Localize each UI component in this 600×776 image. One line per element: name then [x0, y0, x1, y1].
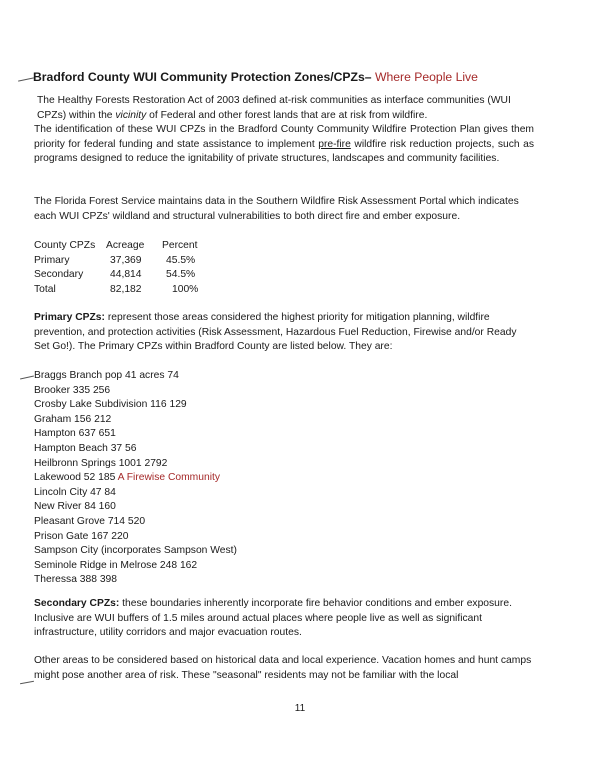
intro-paragraph-1	[34, 94, 534, 123]
primary-label: Primary CPZs:	[34, 312, 105, 323]
margin-mark	[20, 681, 34, 684]
secondary-text: these boundaries inherently incorporate fire behavior conditions and ember exposure. Inclusive are WUI buffers of 1.5 miles around actual places where people live as well as significant infrastructure, utility corridors and major evacuation routes.	[34, 598, 512, 638]
table-cell: 54.5%	[166, 269, 196, 280]
list-item: Brooker 335 256	[34, 384, 111, 396]
list-item: Hampton 637 651	[34, 428, 116, 440]
list-item: Sampson City (incorporates Sampson West)	[34, 545, 237, 557]
list-item: Heilbronn Springs 1001 2792	[34, 457, 168, 469]
other-areas-text: Other areas to be considered based on historical data and local experience. Vacation homes and hunt camps might pose another area of risk. These "seasonal" residents may not be familiar with the local	[34, 655, 532, 681]
portal-paragraph-text: The Florida Forest Service maintains data in the Southern Wildfire Risk Assessment Portal which indicates each WUI CPZs' wildland and structural vulnerabilities to both direct fire and ember exposure.	[34, 196, 519, 222]
title-main: Bradford County WUI Community Protection Zones/CPZs	[33, 70, 365, 84]
secondary-cpz-paragraph	[34, 597, 534, 641]
list-item: New River 84 160	[34, 501, 116, 513]
intro-p1-text-b: of Federal and other forest lands that are at risk from wildfire.	[146, 109, 428, 121]
intro-paragraph-2	[34, 123, 534, 167]
list-item: Theressa 388 398	[34, 574, 118, 586]
other-areas-paragraph	[34, 654, 539, 683]
list-item: Lakewood 52 185 A Firewise Community	[34, 472, 221, 484]
cpz-acreage-table	[34, 239, 198, 297]
table-cell: 45.5%	[166, 254, 196, 266]
intro-p2-underlined: pre-fire	[318, 138, 351, 150]
secondary-label: Secondary CPZs:	[34, 598, 120, 609]
table-cell: 44,814	[110, 269, 142, 280]
table-row	[34, 283, 198, 298]
list-item: Prison Gate 167 220	[34, 530, 129, 542]
primary-text: represent those areas considered the highest priority for mitigation planning, wildfire prevention, and protection activities (Risk Assessment, Hazardous Fuel Reduction, Firewise and/or Ready Set Go!). The Primary CPZs within Bradford County are listed below. They are:	[34, 312, 517, 352]
list-item: Braggs Branch pop 41 acres 74	[34, 370, 179, 381]
intro-p2-text-b: wildfire risk reduction projects, such as programs designed to reduce the ignitability of private structures, landscapes and community facilities.	[34, 138, 534, 164]
portal-paragraph	[34, 195, 534, 224]
list-item: Graham 156 212	[34, 413, 112, 425]
list-item: Pleasant Grove 714 520	[34, 515, 146, 527]
intro-p2-text-a: The identification of these WUI CPZs in the Bradford County Community Wildfire Protection Plan gives them priority for federal funding and state assistance to implement	[34, 124, 534, 150]
table-header-row	[34, 239, 198, 254]
intro-p1-text-a: The Healthy Forests Restoration Act of 2003 defined at-risk communities as interface communities (WUI CPZs) within the	[37, 95, 511, 121]
intro-section	[34, 94, 534, 167]
title-dash: –	[364, 70, 375, 84]
intro-p1-emphasis: vicinity	[115, 109, 147, 121]
table-cell: Total	[34, 283, 56, 295]
list-item: Hampton Beach 37 56	[34, 442, 137, 454]
table-row	[34, 254, 198, 269]
table-cell: 100%	[172, 283, 199, 295]
table-header: Percent	[162, 240, 198, 251]
page-title	[33, 70, 478, 84]
table-cell: 82,182	[110, 283, 142, 295]
table-cell: Secondary	[34, 269, 84, 280]
list-item: Crosby Lake Subdivision 116 129	[34, 399, 187, 411]
title-subtitle: Where People Live	[374, 70, 478, 84]
margin-mark	[18, 77, 34, 81]
table-header: Acreage	[106, 240, 145, 251]
table-cell: 37,369	[110, 254, 142, 266]
table-cell: Primary	[34, 254, 70, 266]
list-item: Lincoln City 47 84	[34, 486, 116, 498]
margin-mark	[20, 376, 34, 380]
firewise-note: A Firewise Community	[117, 472, 221, 484]
primary-cpz-paragraph	[34, 311, 534, 355]
page-number: 11	[294, 703, 306, 714]
list-item: Seminole Ridge in Melrose 248 162	[34, 559, 198, 571]
primary-community-list	[34, 369, 237, 588]
table-row	[34, 268, 198, 283]
table-header: County CPZs	[34, 240, 96, 251]
